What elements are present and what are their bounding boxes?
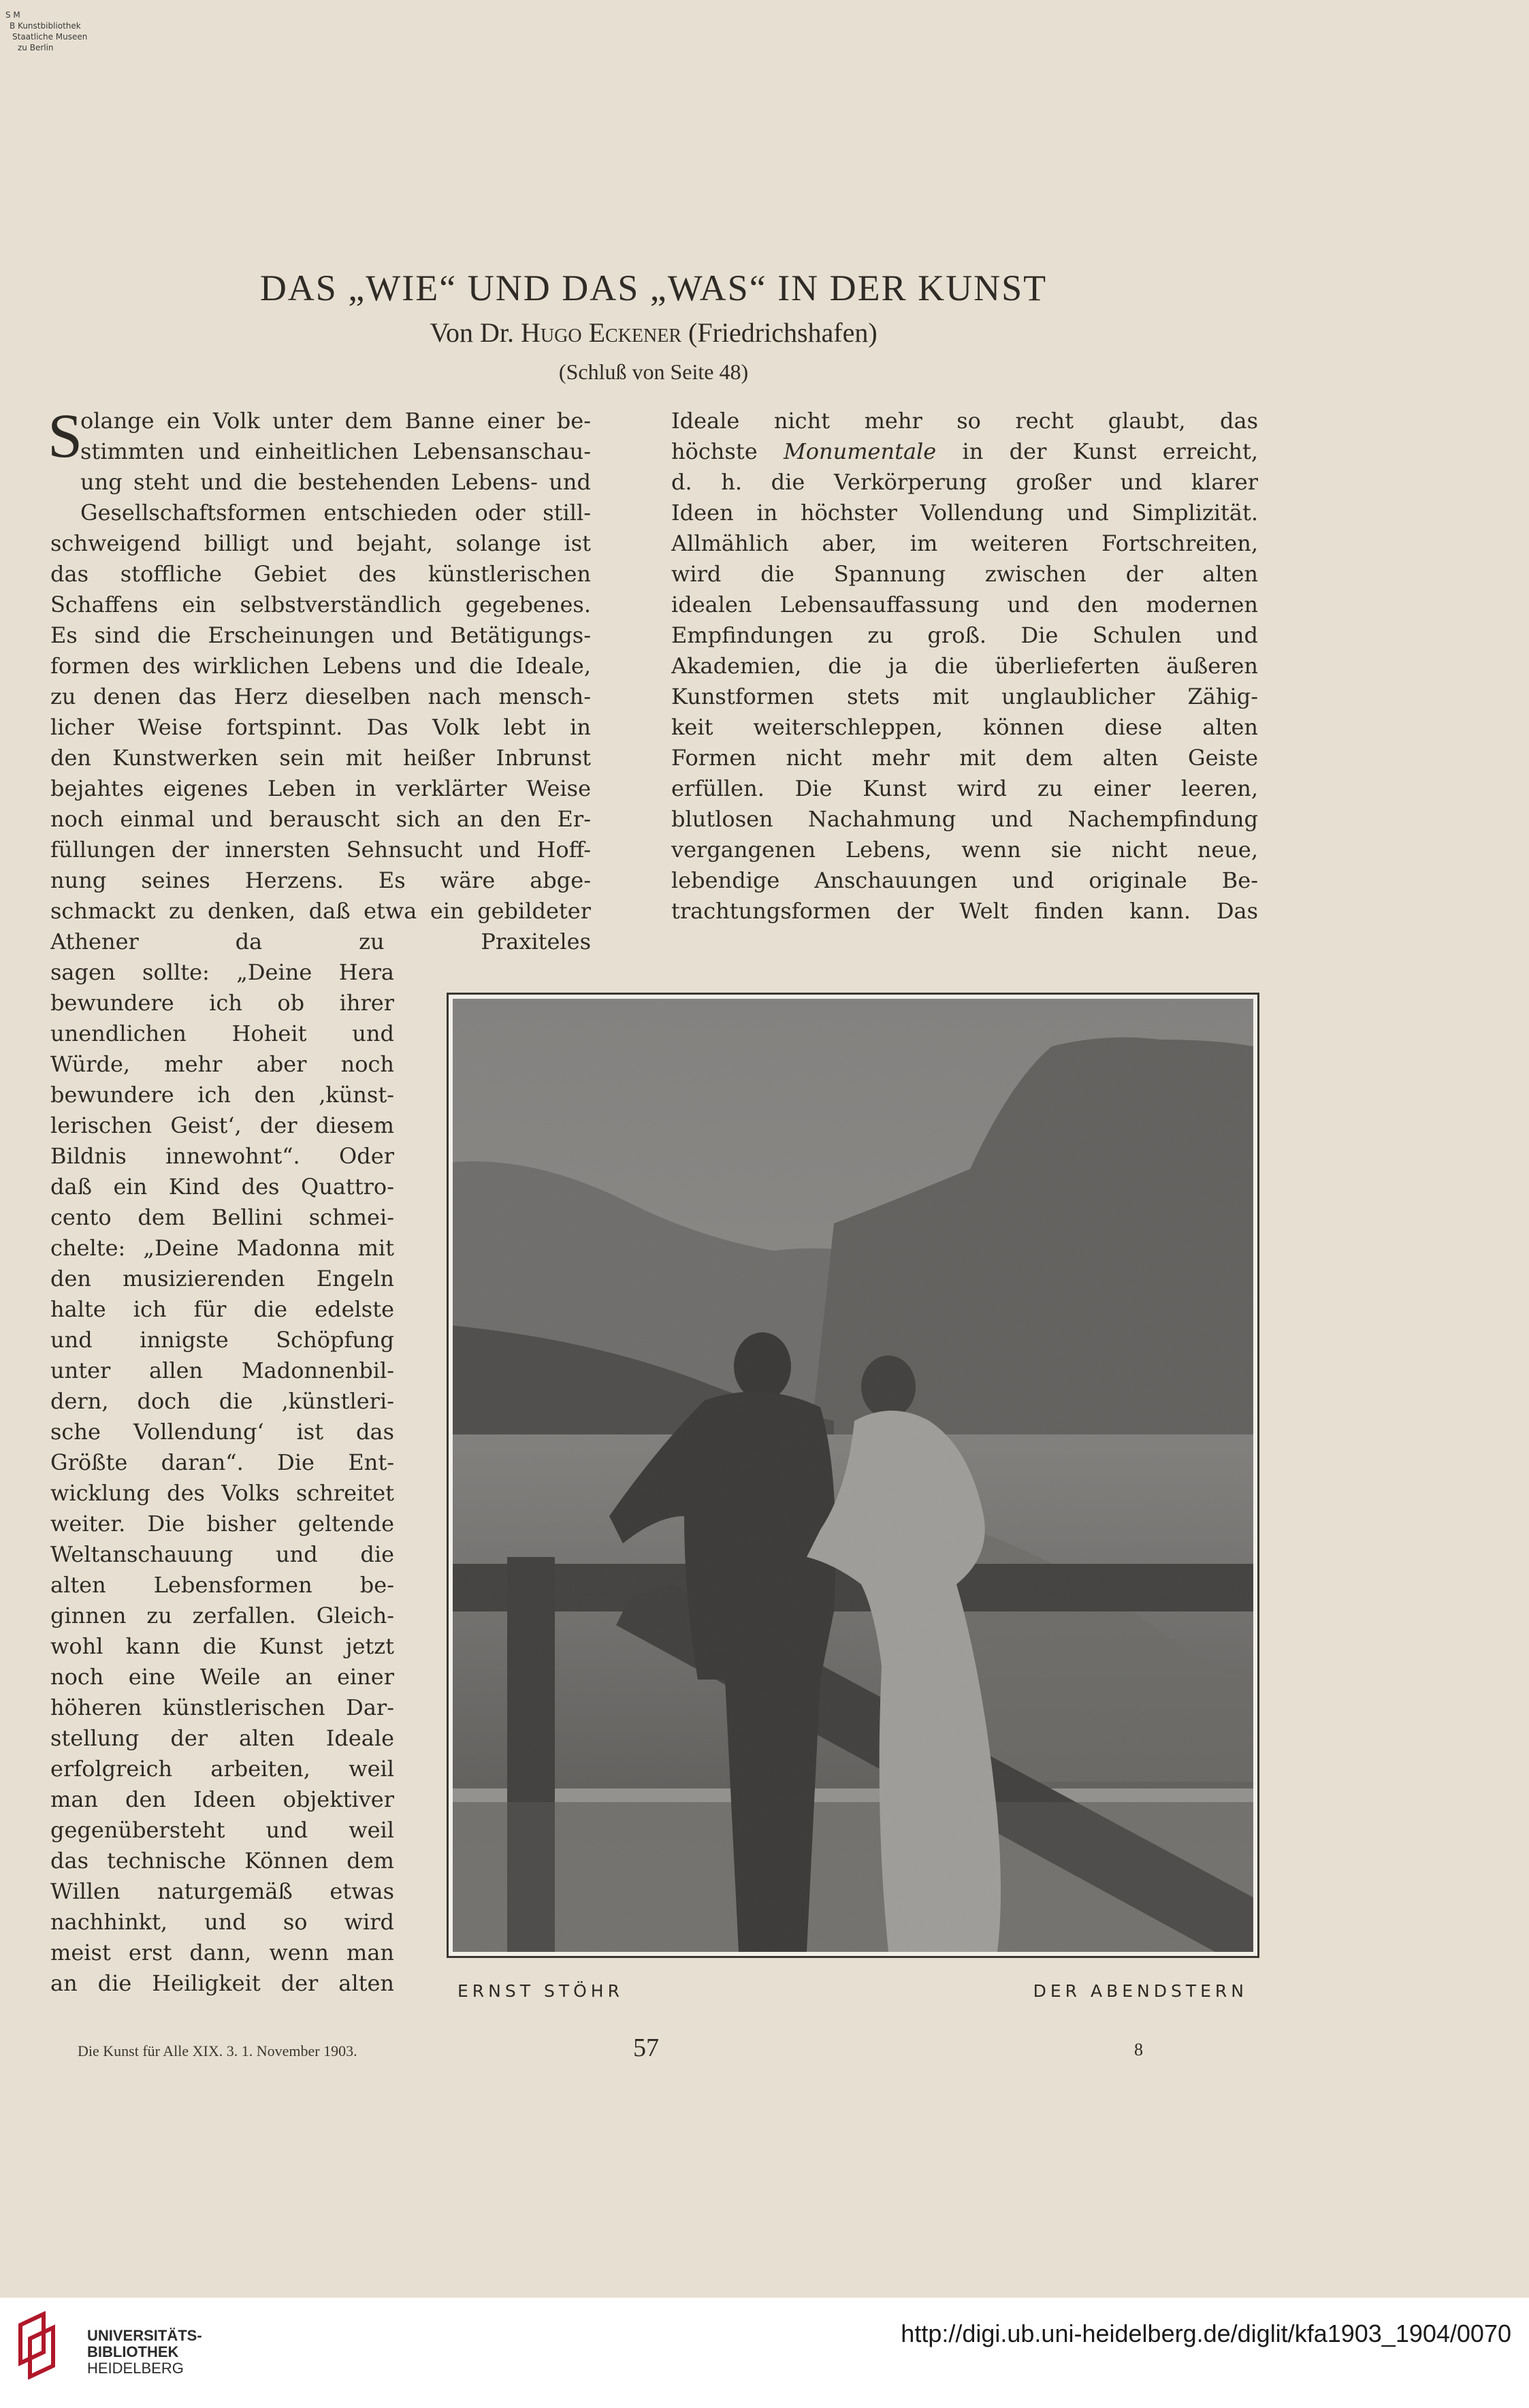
figure-title-caption: DER ABENDSTERN bbox=[1033, 1981, 1248, 2001]
text-line: meist erst dann, wenn man bbox=[50, 1940, 394, 1965]
text-line: d. h. die Verkörperung großer und klarer bbox=[671, 469, 1258, 495]
text-line: unendlichen Hoheit und bbox=[50, 1021, 394, 1046]
text-line: Akademien, die ja die überlieferten äußeren bbox=[671, 653, 1258, 679]
text-line: keit weiterschleppen, können diese alten bbox=[671, 714, 1258, 740]
painting-der-abendstern bbox=[453, 999, 1253, 1952]
text-line: ginnen zu zerfallen. Gleich- bbox=[50, 1603, 394, 1628]
text-line: Schaffens ein selbstverständlich gegebenes. bbox=[50, 592, 591, 617]
text-line: formen des wirklichen Lebens und die Ideale, bbox=[50, 653, 591, 679]
text-line: licher Weise fortspinnt. Das Volk lebt in bbox=[50, 714, 591, 740]
text-line: den Kunstwerken sein mit heißer Inbrunst bbox=[50, 745, 591, 771]
left-column-full-width bbox=[50, 528, 591, 957]
figure-artist-caption: ERNST STÖHR bbox=[457, 1981, 624, 2001]
text-line: bewundere ich ob ihrer bbox=[50, 990, 394, 1016]
library-stamp bbox=[5, 10, 121, 53]
text-line: blutlosen Nachahmung und Nachempfindung bbox=[671, 806, 1258, 832]
text-line: Gesellschaftsformen entschieden oder still- bbox=[80, 500, 591, 526]
byline-location: (Friedrichshafen) bbox=[681, 317, 878, 348]
text-line: Bildnis innewohnt“. Oder bbox=[50, 1143, 394, 1169]
text-line: den musizierenden Engeln bbox=[50, 1266, 394, 1291]
library-name-line: HEIDELBERG bbox=[87, 2360, 184, 2377]
text-line: wohl kann die Kunst jetzt bbox=[50, 1633, 394, 1659]
drop-cap: S bbox=[48, 401, 83, 470]
text-line: das stoffliche Gebiet des künstlerischen bbox=[50, 561, 591, 587]
text-line: Ideen in höchster Vollendung und Simplizität. bbox=[671, 500, 1258, 526]
library-name-line: UNIVERSITÄTS- bbox=[87, 2327, 202, 2344]
text-line: Würde, mehr aber noch bbox=[50, 1051, 394, 1077]
page-number: 57 bbox=[633, 2034, 659, 2062]
text-line: bejahtes eigenes Leben in verklärter Weise bbox=[50, 775, 591, 801]
library-footer-bar bbox=[0, 2298, 1529, 2408]
text-line: wird die Spannung zwischen der alten bbox=[671, 561, 1258, 587]
signature-mark: 8 bbox=[1134, 2040, 1143, 2059]
text-line: wicklung des Volks schreitet bbox=[50, 1480, 394, 1506]
text-line: weiter. Die bisher geltende bbox=[50, 1511, 394, 1537]
text-line: unter allen Madonnenbil- bbox=[50, 1358, 394, 1383]
text-line: Allmählich aber, im weiteren Fortschreiten, bbox=[671, 530, 1258, 556]
text-line: sagen sollte: „Deine Hera bbox=[50, 959, 394, 985]
continuation-note: (Schluß von Seite 48) bbox=[558, 359, 749, 384]
library-name-line: BIBLIOTHEK bbox=[87, 2343, 179, 2360]
library-name bbox=[87, 2328, 202, 2377]
text-line: Kunstformen stets mit unglaublicher Zähig- bbox=[671, 684, 1258, 709]
text-line: vergangenen Lebens, wenn sie nicht neue, bbox=[671, 837, 1258, 863]
stamp-line: zu Berlin bbox=[18, 43, 54, 52]
text-line: füllungen der innersten Sehnsucht und Hoff- bbox=[50, 837, 591, 863]
text-line: schmackt zu denken, daß etwa ein gebildeter bbox=[50, 898, 591, 924]
text-line: nung seines Herzens. Es wäre abge- bbox=[50, 867, 591, 893]
artwork-reproduction bbox=[447, 993, 1259, 1958]
text-line: noch einmal und berauscht sich an den Er- bbox=[50, 806, 591, 832]
text-line: cento dem Bellini schmei- bbox=[50, 1204, 394, 1230]
text-line: lerischen Geist‘, der diesem bbox=[50, 1112, 394, 1138]
text-line: dern, doch die ‚künstleri- bbox=[50, 1388, 394, 1414]
text-line: Größte daran“. Die Ent- bbox=[50, 1449, 394, 1475]
text-line: olange ein Volk unter dem Banne einer be- bbox=[80, 408, 591, 434]
text-line: Athener da zu Praxiteles bbox=[50, 929, 591, 954]
text-line: erfüllen. Die Kunst wird zu einer leeren, bbox=[671, 775, 1258, 801]
stamp-line: S M bbox=[5, 10, 20, 20]
text-line: gegenübersteht und weil bbox=[50, 1817, 394, 1843]
text-line: Empfindungen zu groß. Die Schulen und bbox=[671, 622, 1258, 648]
stamp-line: B Kunstbibliothek bbox=[10, 21, 81, 31]
text-line: stimmten und einheitlichen Lebensanschau- bbox=[80, 438, 591, 464]
text-line: Ideale nicht mehr so recht glaubt, das bbox=[671, 408, 1258, 434]
stamp-line: Staatliche Museen bbox=[12, 32, 88, 42]
text-line: höchste Monumentale in der Kunst erreicht, bbox=[671, 438, 1258, 464]
text-line: idealen Lebensauffassung und den modernen bbox=[671, 592, 1258, 617]
right-column bbox=[671, 406, 1258, 927]
left-column-intro bbox=[80, 406, 591, 528]
text-line: trachtungsformen der Welt finden kann. Das bbox=[671, 898, 1258, 924]
text-line: und innigste Schöpfung bbox=[50, 1327, 394, 1353]
text-line: man den Ideen objektiver bbox=[50, 1786, 394, 1812]
permalink-url[interactable]: http://digi.ub.uni-heidelberg.de/diglit/kfa1903_1904/0070 bbox=[901, 2319, 1511, 2347]
text-line: zu denen das Herz dieselben nach mensch- bbox=[50, 684, 591, 709]
text-line: Weltanschauung und die bbox=[50, 1541, 394, 1567]
text-line: bewundere ich den ‚künst- bbox=[50, 1082, 394, 1108]
text-line: Es sind die Erscheinungen und Betätigungs- bbox=[50, 622, 591, 648]
text-line: noch eine Weile an einer bbox=[50, 1664, 394, 1690]
text-line: halte ich für die edelste bbox=[50, 1296, 394, 1322]
text-line: schweigend billigt und bejaht, solange ist bbox=[50, 530, 591, 556]
text-line: chelte: „Deine Madonna mit bbox=[50, 1235, 394, 1261]
text-line: Formen nicht mehr mit dem alten Geiste bbox=[671, 745, 1258, 771]
author-name: Hugo Eckener bbox=[521, 317, 682, 348]
text-line: Willen naturgemäß etwas bbox=[50, 1878, 394, 1904]
text-line: daß ein Kind des Quattro- bbox=[50, 1174, 394, 1200]
university-library-logo-icon bbox=[16, 2311, 79, 2379]
article-title: DAS „WIE“ UND DAS „WAS“ IN DER KUNST bbox=[259, 268, 1048, 308]
text-line: höheren künstlerischen Dar- bbox=[50, 1695, 394, 1720]
text-line: erfolgreich arbeiten, weil bbox=[50, 1756, 394, 1782]
text-line: stellung der alten Ideale bbox=[50, 1725, 394, 1751]
text-line: nachhinkt, und so wird bbox=[50, 1909, 394, 1935]
text-line: alten Lebensformen be- bbox=[50, 1572, 394, 1598]
text-line: sche Vollendung‘ ist das bbox=[50, 1419, 394, 1445]
text-line: ung steht und die bestehenden Lebens- und bbox=[80, 469, 591, 495]
text-line: lebendige Anschauungen und originale Be- bbox=[671, 867, 1258, 893]
left-column-narrow bbox=[50, 957, 394, 1999]
text-line: das technische Können dem bbox=[50, 1848, 394, 1874]
byline-prefix: Von Dr. bbox=[430, 317, 521, 348]
article-byline bbox=[0, 317, 1307, 349]
emphasis-monumentale: Monumentale bbox=[783, 438, 937, 464]
text-line: an die Heiligkeit der alten bbox=[50, 1970, 394, 1996]
journal-reference: Die Kunst für Alle XIX. 3. 1. November 1903. bbox=[78, 2042, 357, 2059]
